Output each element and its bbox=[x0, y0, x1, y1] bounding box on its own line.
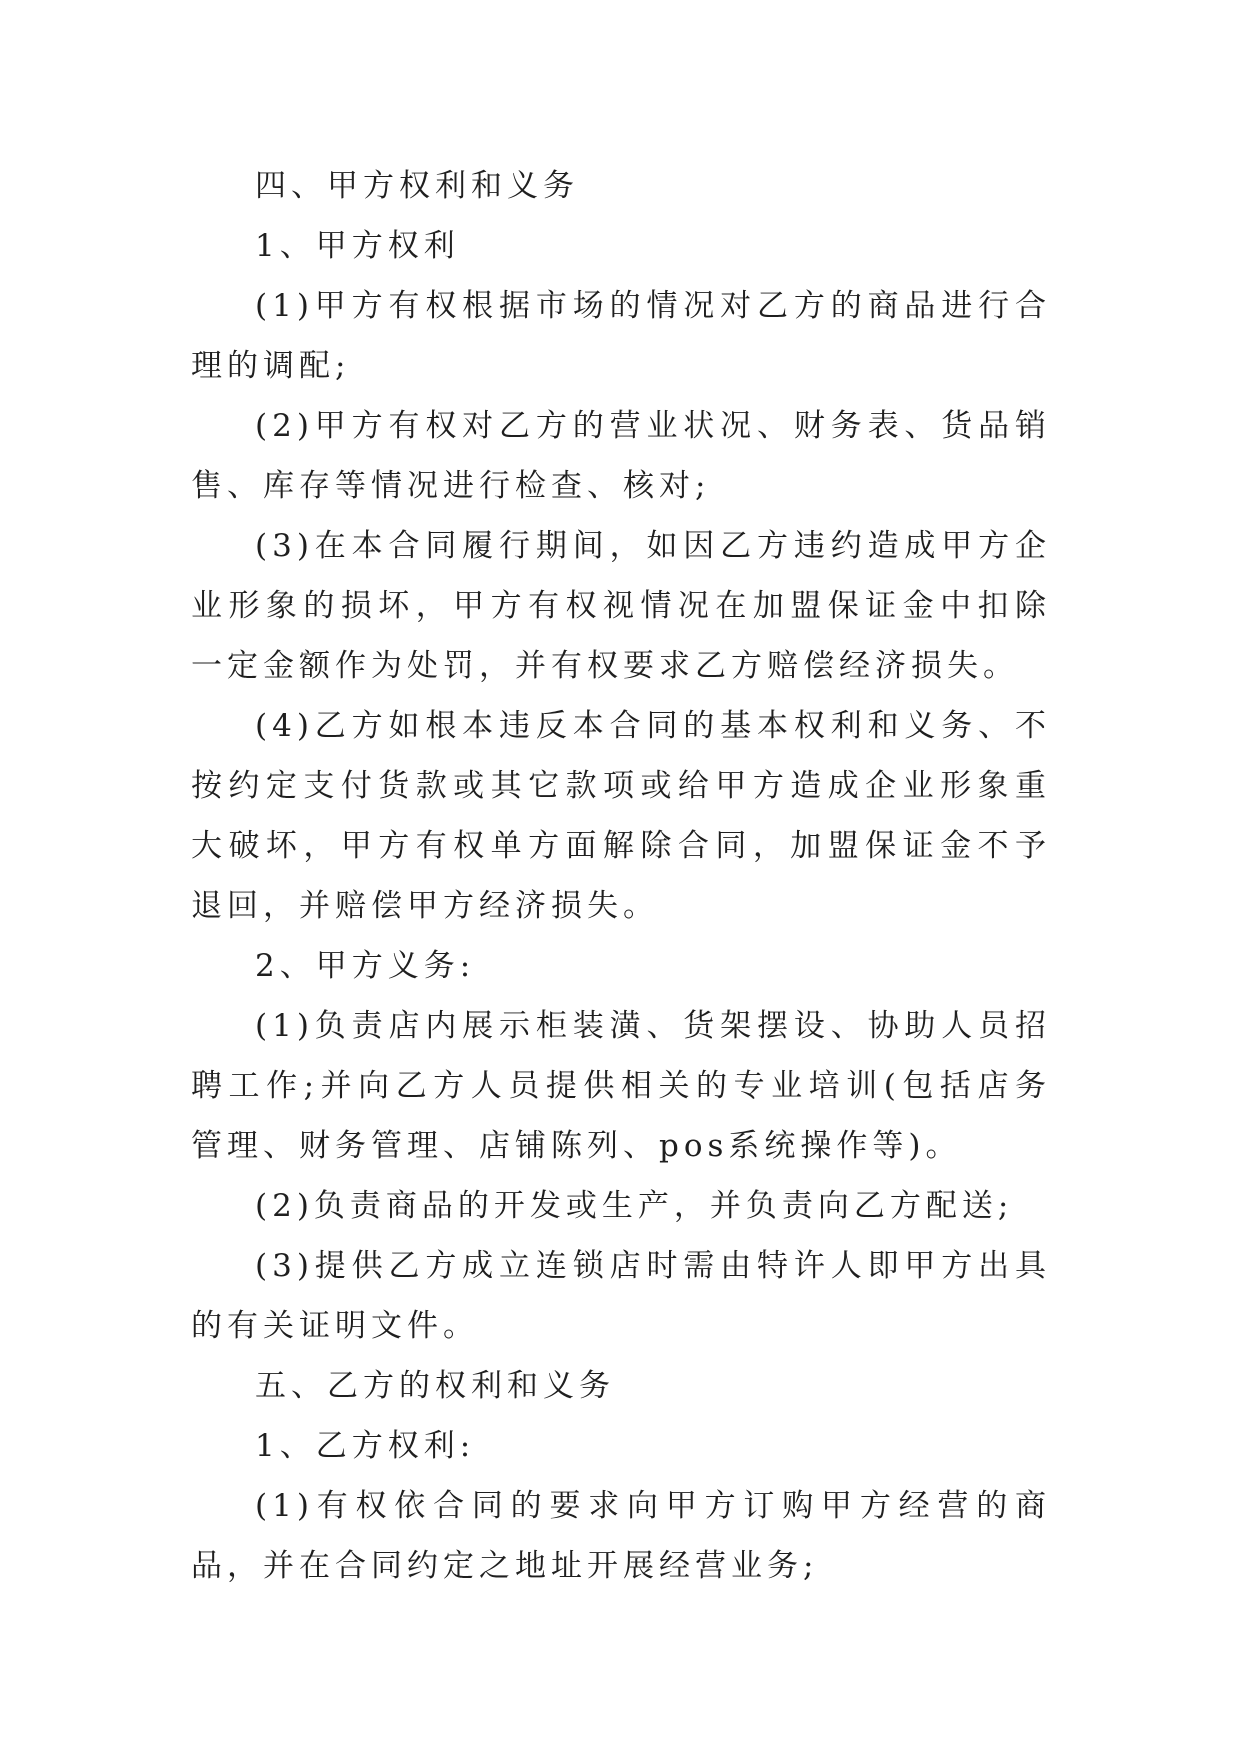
section-heading-5: 五、乙方的权利和义务 bbox=[255, 1368, 615, 1404]
document-body bbox=[191, 156, 1051, 1596]
paragraph-a-obligation-1: (1)负责店内展示柜装潢、货架摆设、协助人员招聘工作;并向乙方人员提供相关的专业培训(包括店务管理、财务管理、店铺陈列、pos系统操作等)。 bbox=[191, 1008, 1051, 1164]
paragraph-a-right-4: (4)乙方如根本违反本合同的基本权利和义务、不按约定支付货款或其它款项或给甲方造成企业形象重大破坏，甲方有权单方面解除合同，加盟保证金不予退回，并赔偿甲方经济损失。 bbox=[191, 708, 1051, 924]
paragraph-a-obligation-3: (3)提供乙方成立连锁店时需由特许人即甲方出具的有关证明文件。 bbox=[191, 1248, 1051, 1344]
paragraph-a-right-1: (1)甲方有权根据市场的情况对乙方的商品进行合理的调配; bbox=[191, 288, 1051, 384]
paragraph-a-obligation-2: (2)负责商品的开发或生产，并负责向乙方配送; bbox=[255, 1188, 1014, 1224]
subsection-heading-party-a-rights: 1、甲方权利 bbox=[255, 228, 460, 264]
paragraph-a-right-2: (2)甲方有权对乙方的营业状况、财务表、货品销售、库存等情况进行检查、核对; bbox=[191, 408, 1051, 504]
section-heading-4: 四、甲方权利和义务 bbox=[255, 168, 579, 204]
subsection-heading-party-a-obligations: 2、甲方义务: bbox=[255, 948, 476, 984]
paragraph-a-right-3: (3)在本合同履行期间，如因乙方违约造成甲方企业形象的损坏，甲方有权视情况在加盟保证金中扣除一定金额作为处罚，并有权要求乙方赔偿经济损失。 bbox=[191, 528, 1051, 684]
paragraph-b-right-1: (1)有权依合同的要求向甲方订购甲方经营的商品，并在合同约定之地址开展经营业务; bbox=[191, 1488, 1051, 1584]
subsection-heading-party-b-rights: 1、乙方权利: bbox=[255, 1428, 476, 1464]
